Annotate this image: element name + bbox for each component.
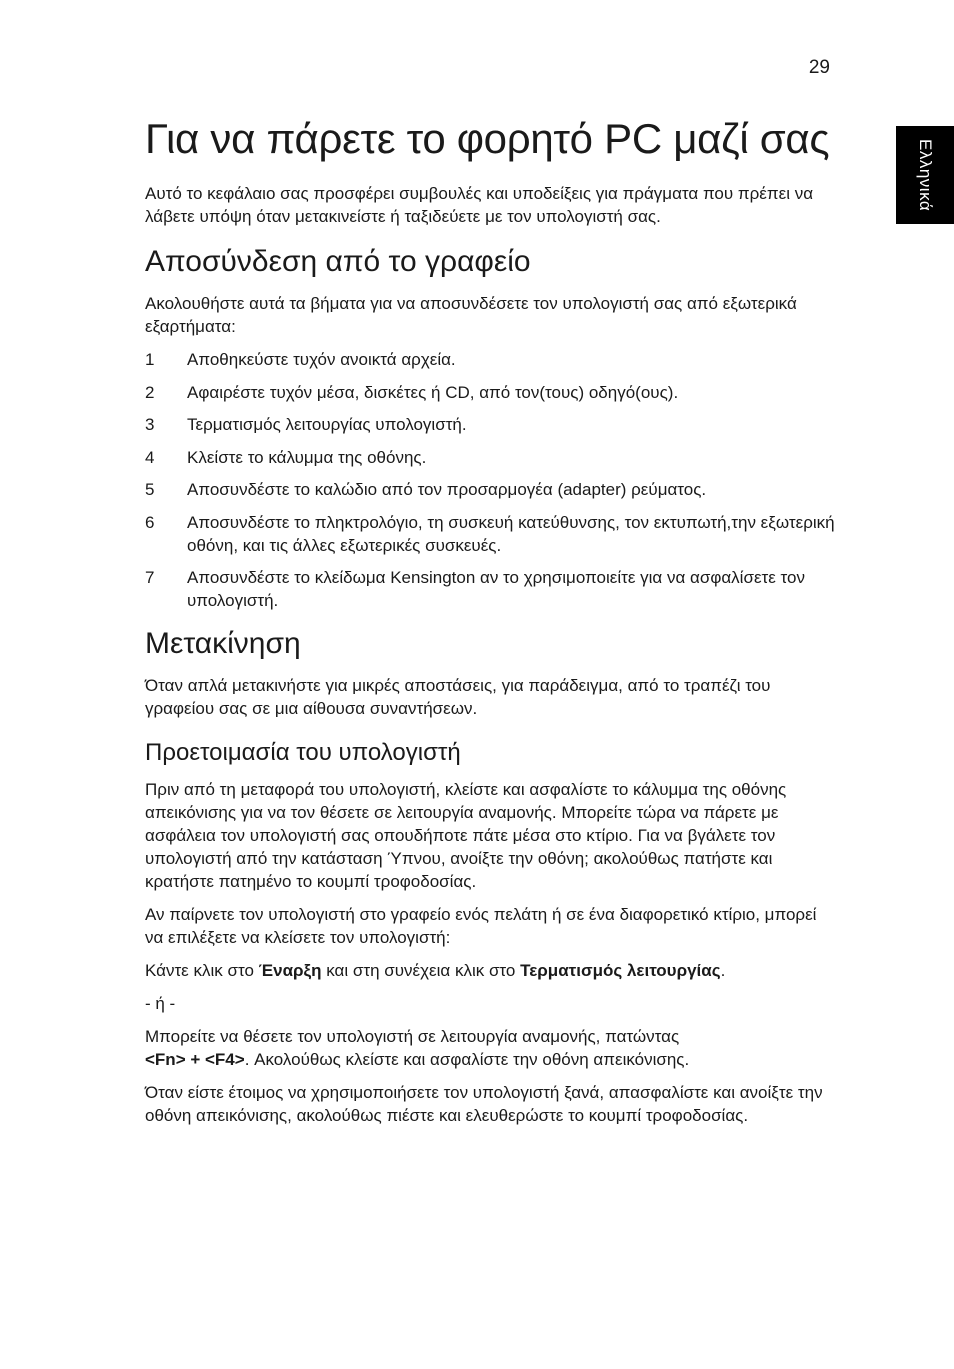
step-text: Αποσυνδέστε το κλείδωμα Kensington αν το χρησιμοποιείτε για να ασφαλίσετε τον υπολογιστή. — [187, 568, 805, 610]
list-item — [145, 566, 835, 612]
step-number: 6 — [145, 512, 155, 532]
list-item — [145, 478, 835, 501]
section-heading-moving: Μετακίνηση — [145, 627, 301, 660]
step-number: 4 — [145, 447, 155, 467]
disconnect-lead: Ακολουθήστε αυτά τα βήματα για να αποσυνδέσετε τον υπολογιστή σας από εξωτερικά εξαρτήματα: — [145, 294, 797, 336]
shutdown-instruction — [145, 959, 835, 982]
page-content — [145, 114, 835, 1137]
page-number: 29 — [808, 57, 830, 78]
page-title: Για να πάρετε το φορητό PC μαζί σας — [145, 115, 830, 162]
list-item — [145, 348, 835, 371]
step-number: 7 — [145, 568, 155, 587]
shutdown-instruction-mid: και στη συνέχεια κλικ στο — [321, 961, 521, 980]
list-item — [145, 446, 835, 469]
language-tab — [896, 126, 954, 224]
list-item — [145, 381, 835, 404]
shutdown-label: Τερματισμός λειτουργίας — [520, 961, 721, 980]
step-text: Αποθηκεύστε τυχόν ανοικτά αρχεία. — [187, 350, 456, 369]
ready-paragraph: Όταν είστε έτοιμος να χρησιμοποιήσετε τον υπολογιστή ξανά, απασφαλίστε και ανοίξτε την οθόνη απεικόνισης, ακολούθως πιέστε και ελευθερώστε το κουμπί τροφοδοσίας. — [145, 1083, 823, 1125]
step-number: 5 — [145, 480, 155, 499]
moving-lead: Όταν απλά μετακινήστε για μικρές αποστάσεις, για παράδειγμα, από το τραπέζι του γραφείου σας σε μια αίθουσα συναντήσεων. — [145, 676, 771, 718]
shutdown-instruction-post: . — [720, 961, 726, 980]
standby-instruction-pre: Μπορείτε να θέσετε τον υπολογιστή σε λειτουργία αναμονής, πατώντας — [145, 1027, 680, 1046]
list-item — [145, 511, 835, 557]
step-text: Αποσυνδέστε το καλώδιο από τον προσαρμογέα (adapter) ρεύματος. — [187, 480, 707, 499]
standby-instruction-post: . Ακολούθως κλείστε και ασφαλίστε την οθόνη απεικόνισης. — [244, 1050, 690, 1069]
subheading-prepare-computer: Προετοιμασία του υπολογιστή — [145, 739, 461, 766]
prepare-paragraph-1: Πριν από τη μεταφορά του υπολογιστή, κλείστε και ασφαλίστε το κάλυμμα της οθόνης απεικόνισης για να τον θέσετε σε λειτουργία αναμονής. Μπορείτε τώρα να πάρετε με ασφάλεια τον υπολογιστή σας οπουδήποτε πάτε μέσα στο κτίριο. Για να βγάλετε τον υπολογιστή από την κατάσταση Ύπνου, ανοίξτε την οθόνη; ακολούθως πατήστε και κρατήστε πατημένο το κουμπί τροφοδοσίας. — [145, 780, 787, 891]
step-number: 1 — [145, 350, 155, 369]
list-item — [145, 413, 835, 436]
step-text: Τερματισμός λειτουργίας υπολογιστή. — [187, 415, 467, 434]
intro-paragraph: Αυτό το κεφάλαιο σας προσφέρει συμβουλές και υποδείξεις για πράγματα που πρέπει να λάβετε υπόψη όταν μετακινείστε ή ταξιδεύετε με τον υπολογιστή σας. — [145, 184, 814, 226]
start-menu-label: Έναρξη — [258, 961, 322, 980]
disconnect-steps-list — [145, 348, 835, 612]
shutdown-instruction-pre: Κάντε κλικ στο — [145, 961, 259, 980]
step-number: 3 — [145, 415, 155, 434]
section-heading-disconnect: Αποσύνδεση από το γραφείο — [145, 245, 531, 278]
standby-keys: <Fn> + <F4> — [145, 1050, 245, 1069]
prepare-paragraph-2: Αν παίρνετε τον υπολογιστή στο γραφείο ενός πελάτη ή σε ένα διαφορετικό κτίριο, μπορεί να επιλέξετε να κλείσετε τον υπολογιστή: — [145, 905, 817, 947]
standby-instruction — [145, 1025, 835, 1071]
step-text: Αφαιρέστε τυχόν μέσα, δισκέτες ή CD, από τον(τους) οδηγό(ους). — [187, 382, 679, 402]
step-text: Κλείστε το κάλυμμα της οθόνης. — [187, 447, 427, 467]
step-text: Αποσυνδέστε το πληκτρολόγιο, τη συσκευή κατεύθυνσης, τον εκτυπωτή,την εξωτερική οθόνη, και τις άλλες εξωτερικές συσκευές. — [187, 512, 835, 555]
or-separator: - ή - — [145, 994, 176, 1013]
step-number: 2 — [145, 382, 155, 402]
language-tab-label: Ελληνικά — [916, 138, 935, 212]
